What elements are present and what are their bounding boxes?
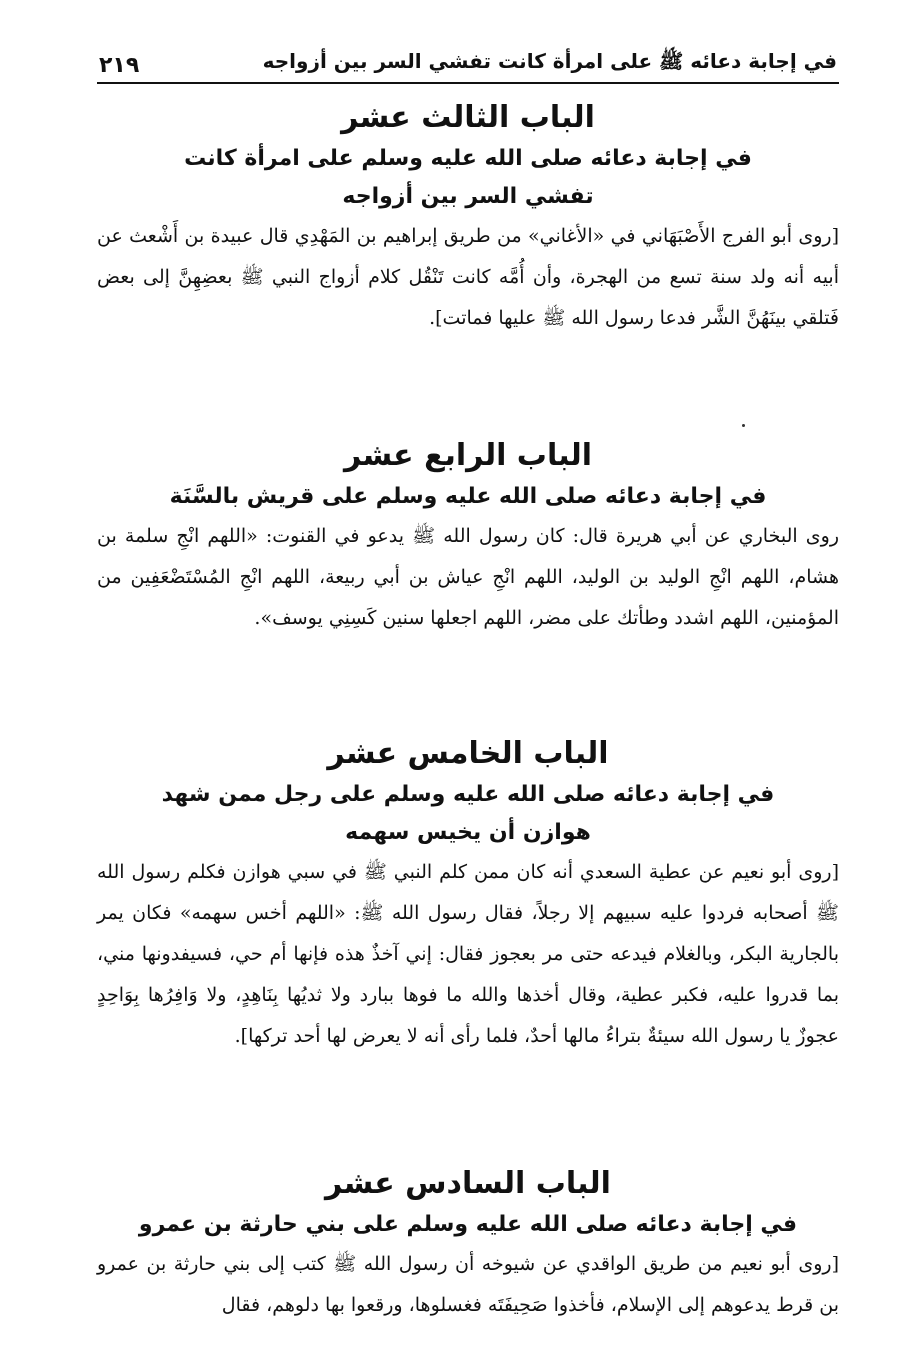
chapter-title: الباب الثالث عشر — [341, 100, 595, 135]
chapter-subtitle-line: هوازن أن يخيس سهمه — [345, 820, 591, 845]
chapter-body: [روى أبو نعيم من طريق الواقدي عن شيوخه أن رسول الله ﷺ كتب إلى بني حارثة بن عمرو بن قرط يدعوهم إلى الإسلام، فأخذوا صَحِيفَتَه فغسلوها، ورقعوا بها دلوهم، فقال — [97, 1253, 839, 1316]
chapter-16 — [97, 1164, 839, 1326]
chapter-subtitle-line: في إجابة دعائه صلى الله عليه وسلم على رجل ممن شهد — [161, 782, 775, 807]
chapter-title: الباب الخامس عشر — [327, 736, 609, 771]
running-header-title: في إجابة دعائه ﷺ على امرأة كانت تفشي السر بين أزواجه — [262, 49, 837, 73]
chapter-subtitle — [97, 478, 839, 516]
chapter-subtitle-line: في إجابة دعائه صلى الله عليه وسلم على بني حارثة بن عمرو — [138, 1212, 798, 1237]
chapter-body: [روى أبو نعيم عن عطية السعدي أنه كان ممن كلم النبي ﷺ في سبي هوازن فكلم رسول الله ﷺ أصحابه فردوا عليه سبيهم إلا رجلاً، فقال رسول الله ﷺ: «اللهم أخس سهمه» فكان يمر بالجارية البكر، وبالغلام فيدعه حتى مر بعجوز فقال: إني آخذٌ هذه فإنها أم حي، فسيفدونها مني، بما قدروا عليه، فكبر عطية، وقال أخذها والله ما فوها ببارد ولا ثديُها بِنَاهِدٍ، ولا وَافِرُها بِوَاحِدٍ عجوزٌ يا رسول الله سيئةٌ بتراءُ مالها أحدٌ، فلما رأى أنه لا يعرض لها أحد تركها]. — [97, 861, 839, 1047]
chapter-title: الباب الرابع عشر — [343, 438, 593, 473]
chapter-13 — [97, 98, 839, 339]
chapter-subtitle-line: في إجابة دعائه صلى الله عليه وسلم على امرأة كانت — [184, 146, 752, 171]
chapter-body: [روى أبو الفرج الأَصْبَهَاني في «الأغاني» من طريق إبراهيم بن المَهْدِي قال عبيدة بن أَشْعث عن أبيه أنه ولد سنة تسع من الهجرة، وأن أُمَّه كانت تَنْقُل كلام أزواج النبي ﷺ بعضِهِنَّ إلى بعض فَتلقي بينَهُنَّ الشَّر فدعا رسول الله ﷺ عليها فماتت]. — [97, 225, 839, 329]
chapter-body: روى البخاري عن أبي هريرة قال: كان رسول الله ﷺ يدعو في القنوت: «اللهم انْجِ سلمة بن هشام، اللهم انْجِ الوليد بن الوليد، اللهم انْجِ عياش بن أبي ربيعة، اللهم انْجِ المُسْتَضْعَفِين من المؤمنين، اللهم اشدد وطأتك على مضر، اللهم اجعلها سنين كَسِنِي يوسف». — [97, 525, 839, 629]
chapter-15 — [97, 734, 839, 1057]
chapter-subtitle — [97, 140, 839, 216]
chapter-subtitle — [97, 776, 839, 852]
chapter-subtitle — [97, 1206, 839, 1244]
chapter-14 — [97, 436, 839, 639]
running-header — [97, 40, 839, 84]
scan-speck — [742, 424, 745, 427]
chapter-subtitle-line: في إجابة دعائه صلى الله عليه وسلم على قريش بالسَّنَة — [169, 484, 767, 509]
document-page — [97, 40, 839, 1316]
chapter-subtitle-line: تفشي السر بين أزواجه — [342, 184, 594, 209]
chapter-title: الباب السادس عشر — [325, 1166, 611, 1201]
page-number: ٢١٩ — [99, 53, 140, 78]
